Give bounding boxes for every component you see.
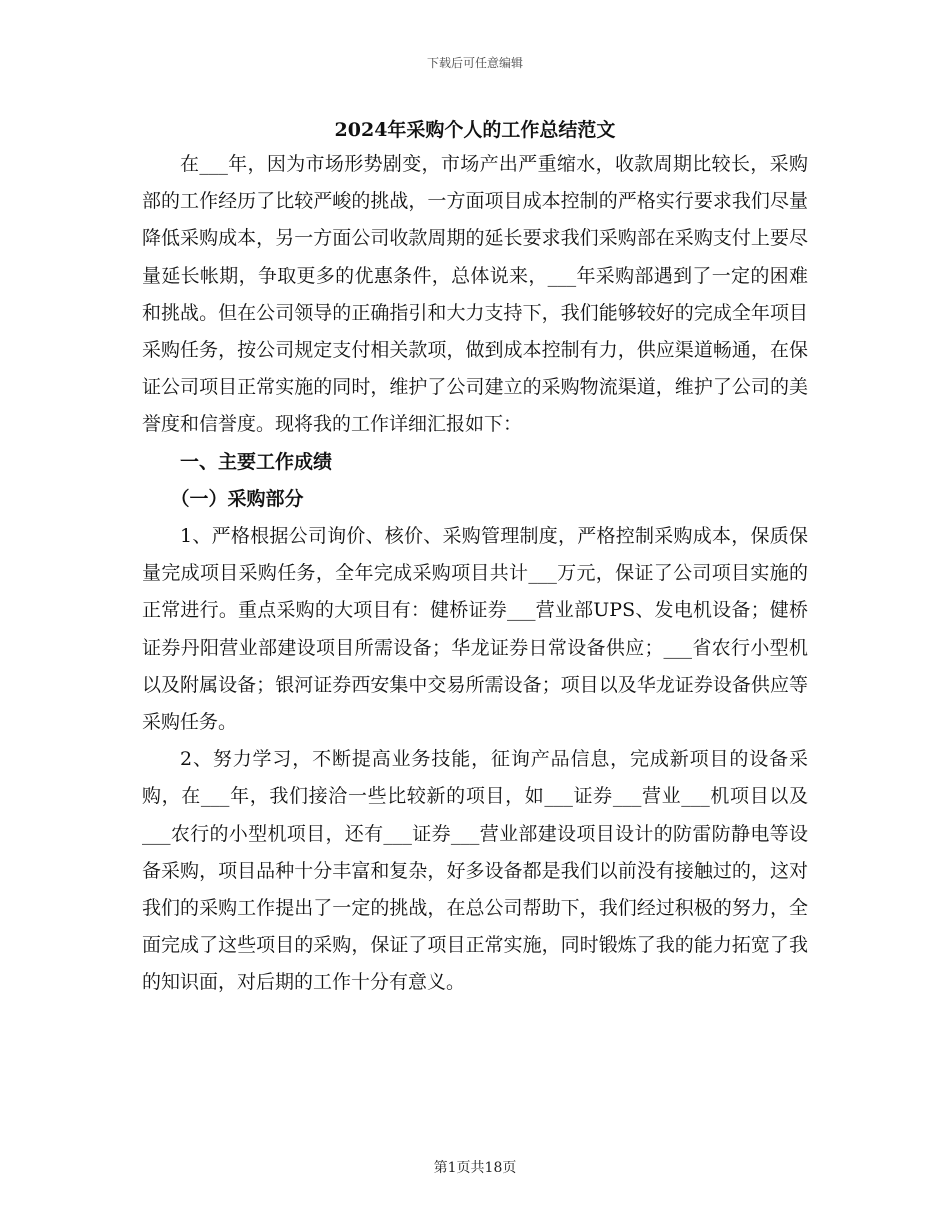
- document-title: 2024年采购个人的工作总结范文: [334, 119, 616, 141]
- item-paragraph-2: 2、努力学习，不断提高业务技能，征询产品信息，完成新项目的设备采购，在___年，我们接洽一些比较新的项目，如___证券___营业___机项目以及___农行的小型机项目，还有___证券___营业部建设项目设计的防雷防静电等设备采购，项目品种十分丰富和复杂，好多设备都是我们以前没有接触过的，这对我们的采购工作提出了一定的挑战，在总公司帮助下，我们经过积极的努力，全面完成了这些项目的采购，保证了项目正常实施，同时锻炼了我的能力拓宽了我的知识面，对后期的工作十分有意义。: [142, 748, 808, 994]
- document-body: [142, 146, 808, 1002]
- page-footer: 第1页共18页: [433, 1160, 517, 1176]
- section-heading-main-achievements: 一、主要工作成绩: [180, 450, 333, 473]
- item-paragraph-1: 1、严格根据公司询价、核价、采购管理制度，严格控制采购成本，保质保量完成项目采购任务，全年完成采购项目共计___万元，保证了公司项目实施的正常进行。重点采购的大项目有：健桥证券___营业部UPS、发电机设备；健桥证券丹阳营业部建设项目所需设备；华龙证券日常设备供应；___省农行小型机以及附属设备；银河证券西安集中交易所需设备；项目以及华龙证券设备供应等采购任务。: [142, 525, 808, 734]
- intro-paragraph: 在___年，因为市场形势剧变，市场产出严重缩水，收款周期比较长，采购部的工作经历了比较严峻的挑战，一方面项目成本控制的严格实行要求我们尽量降低采购成本，另一方面公司收款周期的延长要求我们采购部在采购支付上要尽量延长帐期，争取更多的优惠条件，总体说来，___年采购部遇到了一定的困难和挑战。但在公司领导的正确指引和大力支持下，我们能够较好的完成全年项目采购任务，按公司规定支付相关款项，做到成本控制有力，供应渠道畅通，在保证公司项目正常实施的同时，维护了公司建立的采购物流渠道，维护了公司的美誉度和信誉度。现将我的工作详细汇报如下：: [142, 153, 808, 436]
- subsection-heading-procurement: （一）采购部分: [170, 487, 304, 510]
- header-note: 下载后可任意编辑: [426, 56, 523, 70]
